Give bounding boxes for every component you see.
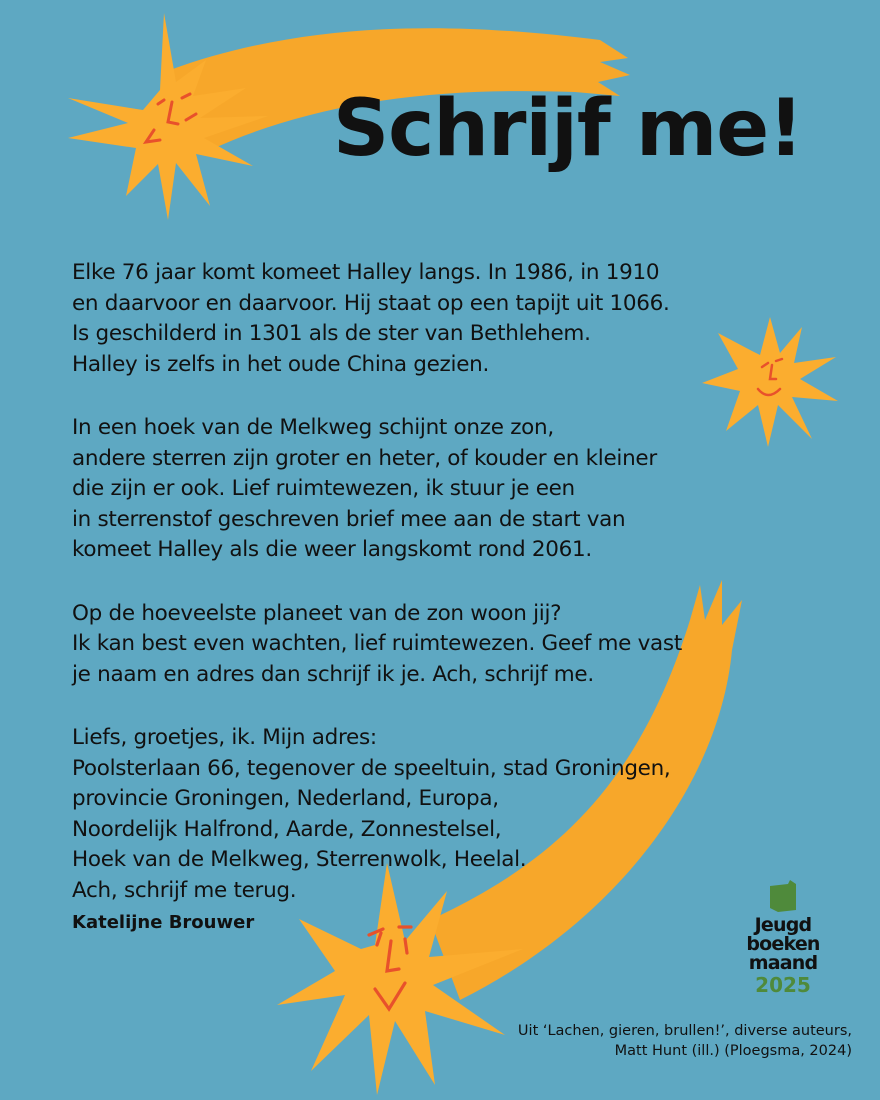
poem-line: en daarvoor en daarvoor. Hij staat op een tapijt uit 1066. [72,290,670,316]
poem [72,258,832,939]
poem-line: Elke 76 jaar komt komeet Halley langs. In 1986, in 1910 [72,260,660,285]
poem-line: Ik kan best even wachten, lief ruimtewezen. Geef me vast [72,631,682,656]
stanza-4 [72,723,832,906]
credit-line-1: Uit ‘Lachen, gieren, brullen!’, diverse auteurs, [517,1023,852,1039]
poem-line: komeet Halley als die weer langskomt rond 2061. [72,537,592,562]
poem-line: Is geschilderd in 1301 als de ster van Bethlehem. [72,321,591,346]
logo-word-3: maand [748,952,818,974]
poster-title: Schrijf me! [333,84,803,174]
poem-line: In een hoek van de Melkweg schijnt onze zon, [72,415,554,440]
poem-line: andere sterren zijn groter en heter, of kouder en kleiner [72,445,657,471]
green-book-flag-icon [768,880,798,912]
poem-line: provincie Groningen, Nederland, Europa, [72,786,499,811]
jeugdboekenmaand-logo [738,878,828,1008]
stanza-2 [72,413,832,566]
logo-word-1: Jeugd [754,914,812,936]
poem-line: Poolsterlaan 66, tegenover de speeltuin, stad Groningen, [72,755,671,781]
credit-line-2: Matt Hunt (ill.) (Ploegsma, 2024) [614,1043,852,1059]
stanza-3 [72,599,832,691]
poem-line: in sterrenstof geschreven brief mee aan de start van [72,506,626,532]
stanza-1 [72,258,832,380]
poem-line: Noordelijk Halfrond, Aarde, Zonnestelsel, [72,816,502,842]
poem-line: Liefs, groetjes, ik. Mijn adres: [72,725,377,750]
poem-line: je naam en adres dan schrijf ik je. Ach, schrijf me. [72,661,594,687]
poem-line: Op de hoeveelste planeet van de zon woon jij? [72,600,562,626]
poem-line: die zijn er ook. Lief ruimtewezen, ik stuur je een [72,476,575,501]
poem-line: Halley is zelfs in het oude China gezien. [72,351,489,377]
author-name: Katelijne Brouwer [72,912,255,933]
poem-line: Ach, schrijf me terug. [72,877,297,903]
poem-line: Hoek van de Melkweg, Sterrenwolk, Heelal. [72,847,527,872]
illustration-credit [518,1021,852,1061]
logo-word-2: boeken [746,933,820,955]
logo-year: 2025 [755,973,811,997]
